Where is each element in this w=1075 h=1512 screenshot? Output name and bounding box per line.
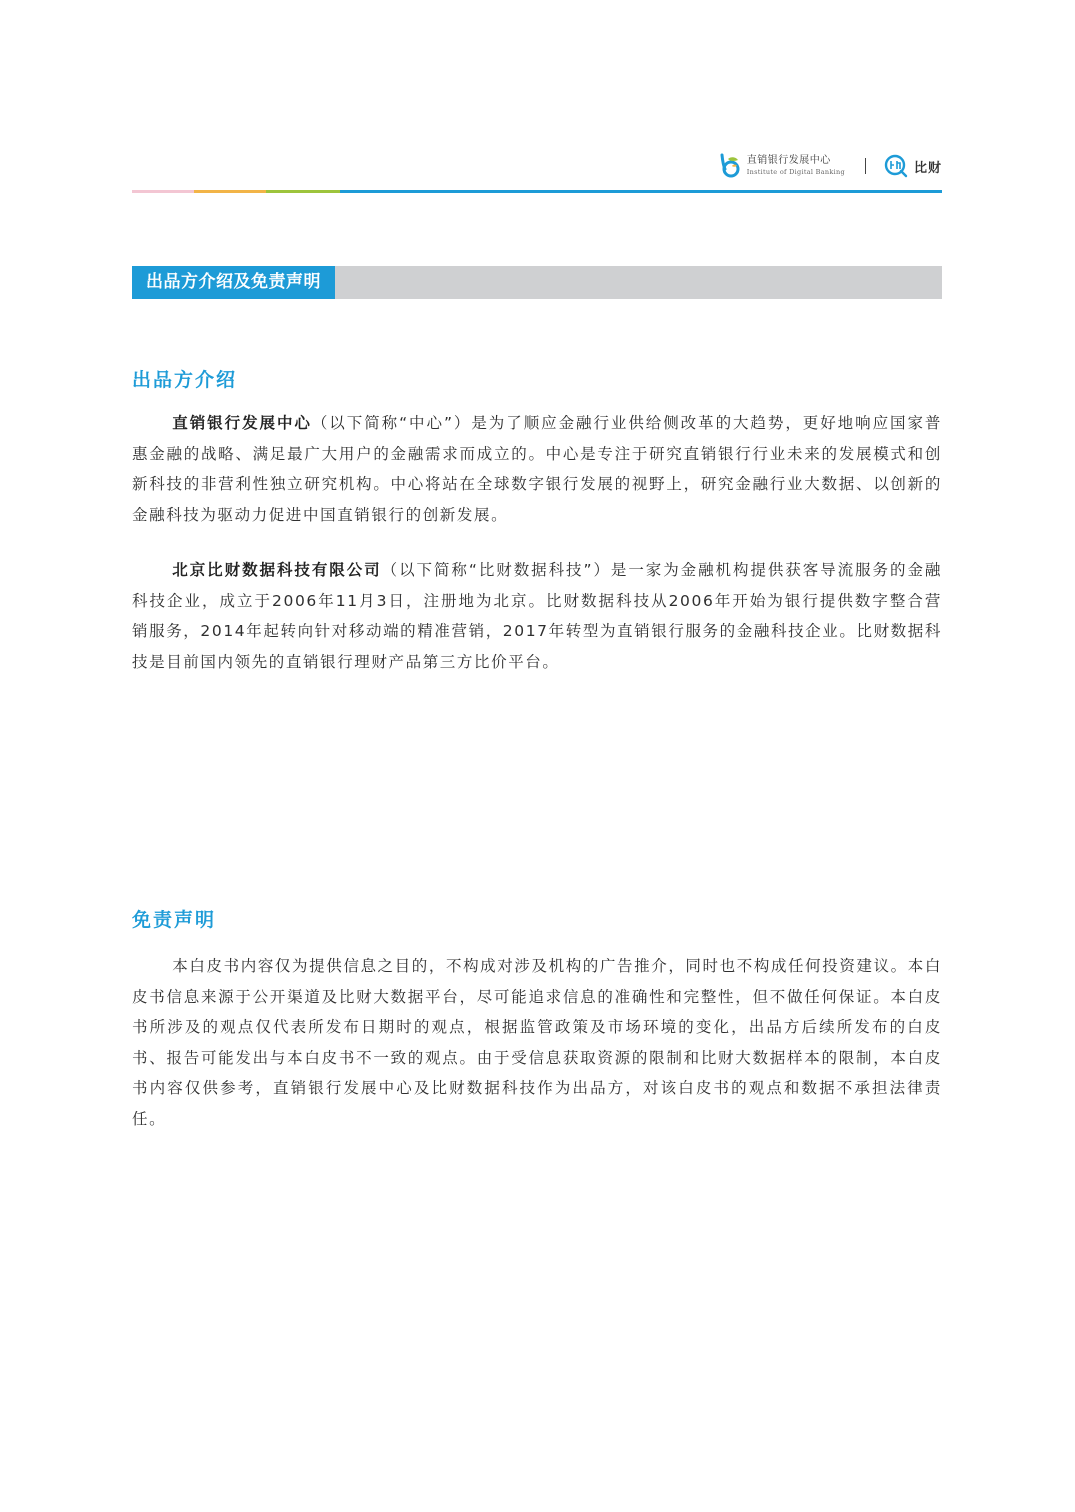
header-rule-blue — [340, 190, 942, 193]
intro-p1-text: （以下简称“中心”）是为了顺应金融行业供给侧改革的大趋势，更好地响应国家普惠金融的战略、满足最广大用户的金融需求而成立的。中心是专注于研究直销银行行业未来的发展模式和创新科技的非营利性独立研究机构。中心将站在全球数字银行发展的视野上，研究金融行业大数据、以创新的金融科技为驱动力促进中国直销银行的创新发展。 — [132, 414, 942, 524]
disclaimer-p1-text: 本白皮书内容仅为提供信息之目的，不构成对涉及机构的广告推介，同时也不构成任何投资建议。本白皮书信息来源于公开渠道及比财大数据平台，尽可能追求信息的准确性和完整性，但不做任何保证。本白皮书所涉及的观点仅代表所发布日期时的观点，根据监管政策及市场环境的变化，出品方后续所发布的白皮书、报告可能发出与本白皮书不一致的观点。由于受信息获取资源的限制和比财大数据样本的限制，本白皮书内容仅供参考，直销银行发展中心及比财数据科技作为出品方，对该白皮书的观点和数据不承担法律责任。 — [132, 957, 942, 1128]
header-divider — [865, 158, 866, 174]
page-header — [132, 148, 942, 194]
section-banner — [132, 266, 942, 299]
intro-p2-bold: 北京比财数据科技有限公司 — [172, 561, 382, 579]
org-name-cn: 直销银行发展中心 — [746, 155, 831, 167]
header-rule-green — [266, 190, 340, 193]
idb-logo-icon — [719, 153, 741, 179]
header-color-rule — [132, 190, 942, 193]
header-rule-pink — [132, 190, 194, 193]
org-name-block — [747, 156, 845, 176]
intro-p2-text: （以下简称“比财数据科技”）是一家为金融机构提供获客导流服务的金融科技企业，成立于2006年11月3日，注册地为北京。比财数据科技从2006年开始为银行提供数字整合营销服务，2014年起转向针对移动端的精准营销，2017年转型为直销银行服务的金融科技企业。比财数据科技是目前国内领先的直销银行理财产品第三方比价平台。 — [132, 561, 942, 671]
bicai-name: 比财 — [913, 160, 942, 176]
disclaimer-paragraph — [132, 951, 942, 1134]
banner-title: 出品方介绍及免责声明 — [132, 266, 335, 299]
header-logos — [719, 148, 942, 184]
bicai-logo-icon — [884, 154, 908, 178]
intro-paragraph-2 — [132, 555, 942, 677]
header-rule-orange — [194, 190, 266, 193]
intro-heading: 出品方介绍 — [132, 369, 238, 391]
intro-paragraph-1 — [132, 408, 942, 530]
org-name-en: Institute of Digital Banking — [746, 168, 845, 177]
intro-p1-bold: 直销银行发展中心 — [172, 414, 312, 432]
disclaimer-heading: 免责声明 — [132, 909, 217, 931]
